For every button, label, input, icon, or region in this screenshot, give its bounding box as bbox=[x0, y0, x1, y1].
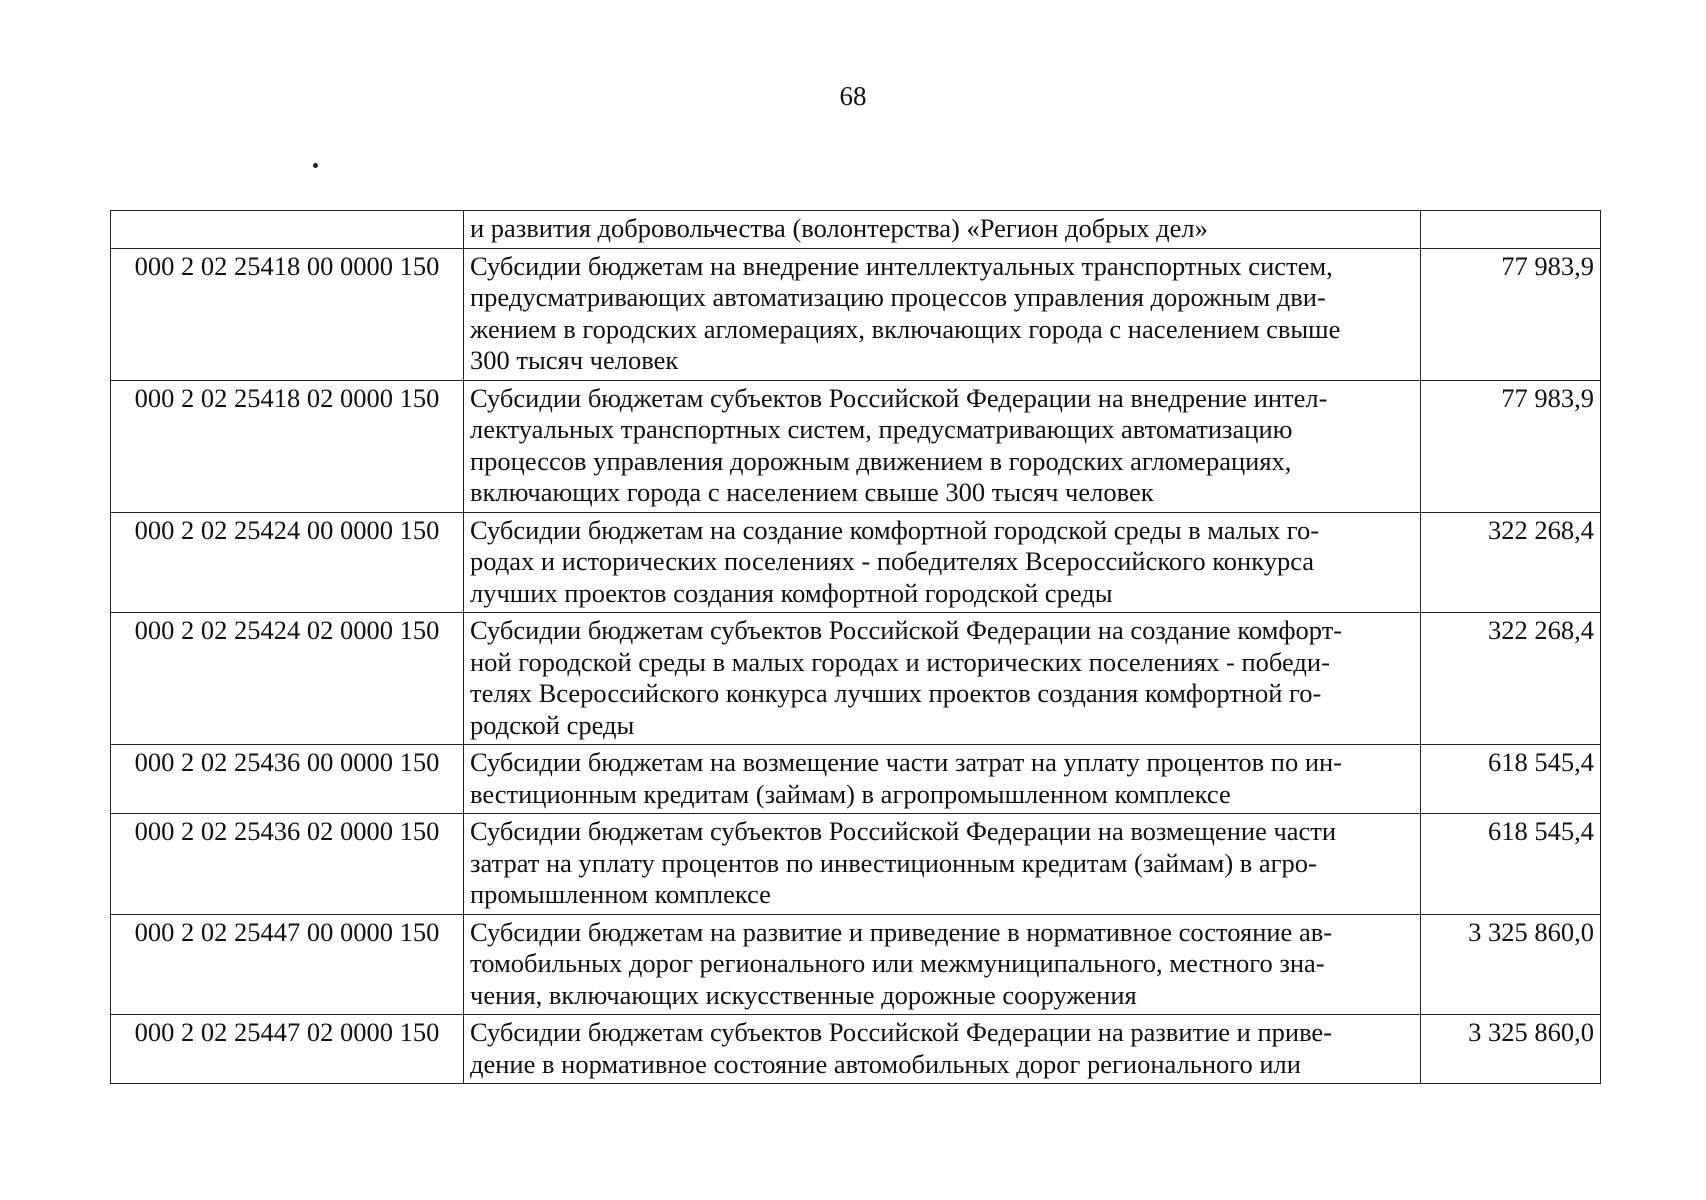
table-row bbox=[111, 211, 1601, 249]
description-line: Субсидии бюджетам на развитие и приведение в нормативное состояние ав- bbox=[470, 916, 1333, 947]
budget-code-cell: 000 2 02 25436 02 0000 150 bbox=[111, 814, 464, 915]
budget-code-cell: 000 2 02 25418 00 0000 150 bbox=[111, 248, 464, 380]
description-line: затрат на уплату процентов по инвестиционным кредитам (займам) в агро- bbox=[470, 847, 1317, 878]
description-line: промышленном комплексе bbox=[470, 879, 771, 909]
description-cell bbox=[464, 745, 1421, 814]
amount-cell: 618 545,4 bbox=[1421, 814, 1601, 915]
description-line: чения, включающих искусственные дорожные сооружения bbox=[470, 979, 1137, 1010]
table-row bbox=[111, 814, 1601, 915]
amount-cell: 77 983,9 bbox=[1421, 380, 1601, 512]
scan-speck bbox=[313, 163, 318, 168]
description-cell bbox=[464, 380, 1421, 512]
amount-cell: 322 268,4 bbox=[1421, 512, 1601, 613]
description-line: лектуальных транспортных систем, предусматривающих автоматизацию bbox=[470, 414, 1293, 444]
table-body bbox=[111, 211, 1601, 1084]
description-cell bbox=[464, 211, 1421, 249]
description-line: процессов управления дорожным движением в городских агломерациях, bbox=[470, 445, 1292, 476]
description-cell bbox=[464, 613, 1421, 745]
description-line: родах и исторических поселениях - победителях Всероссийского конкурса bbox=[470, 546, 1315, 576]
table-row bbox=[111, 512, 1601, 613]
page-number: 68 bbox=[839, 81, 867, 111]
description-line: предусматривающих автоматизацию процессов управления дорожным дви- bbox=[470, 282, 1326, 312]
description-line: Субсидии бюджетам субъектов Российской Федерации на развитие и приве- bbox=[470, 1017, 1333, 1047]
description-line: Субсидии бюджетам на возмещение части затрат на уплату процентов по ин- bbox=[470, 747, 1343, 777]
table-row bbox=[111, 1015, 1601, 1084]
description-line: включающих города с населением свыше 300 тысяч человек bbox=[470, 477, 1154, 507]
description-line: 300 тысяч человек bbox=[470, 345, 679, 375]
budget-code-cell bbox=[111, 211, 464, 249]
description-line: жением в городских агломерациях, включающих города с населением свыше bbox=[470, 313, 1341, 344]
description-line: Субсидии бюджетам на создание комфортной городской среды в малых го- bbox=[470, 514, 1320, 545]
budget-code-cell: 000 2 02 25447 00 0000 150 bbox=[111, 914, 464, 1015]
description-line: томобильных дорог регионального или межмуниципального, местного зна- bbox=[470, 948, 1325, 978]
description-line: ной городской среды в малых городах и исторических поселениях - победи- bbox=[470, 646, 1330, 677]
budget-code-cell: 000 2 02 25424 00 0000 150 bbox=[111, 512, 464, 613]
amount-cell: 3 325 860,0 bbox=[1421, 914, 1601, 1015]
description-line: дение в нормативное состояние автомобильных дорог регионального или bbox=[470, 1048, 1301, 1079]
description-cell bbox=[464, 914, 1421, 1015]
description-line: Субсидии бюджетам субъектов Российской Федерации на создание комфорт- bbox=[470, 615, 1343, 645]
description-line: Субсидии бюджетам на внедрение интеллектуальных транспортных систем, bbox=[470, 250, 1333, 281]
budget-code-cell: 000 2 02 25418 02 0000 150 bbox=[111, 380, 464, 512]
description-line: Субсидии бюджетам субъектов Российской Федерации на внедрение интел- bbox=[470, 382, 1328, 413]
table-row bbox=[111, 613, 1601, 745]
description-line: лучших проектов создания комфортной городской среды bbox=[470, 577, 1113, 608]
budget-code-cell: 000 2 02 25447 02 0000 150 bbox=[111, 1015, 464, 1084]
table-row bbox=[111, 745, 1601, 814]
description-line: телях Всероссийского конкурса лучших проектов создания комфортной го- bbox=[470, 678, 1322, 708]
description-cell bbox=[464, 814, 1421, 915]
amount-cell bbox=[1421, 211, 1601, 249]
description-cell bbox=[464, 512, 1421, 613]
amount-cell: 322 268,4 bbox=[1421, 613, 1601, 745]
amount-cell: 3 325 860,0 bbox=[1421, 1015, 1601, 1084]
budget-code-cell: 000 2 02 25436 00 0000 150 bbox=[111, 745, 464, 814]
amount-cell: 77 983,9 bbox=[1421, 248, 1601, 380]
budget-classification-table bbox=[110, 210, 1601, 1084]
table-row bbox=[111, 380, 1601, 512]
description-line: Субсидии бюджетам субъектов Российской Федерации на возмещение части bbox=[470, 816, 1337, 846]
description-cell bbox=[464, 1015, 1421, 1084]
budget-code-cell: 000 2 02 25424 02 0000 150 bbox=[111, 613, 464, 745]
description-line: вестиционным кредитам (займам) в агропромышленном комплексе bbox=[470, 778, 1231, 809]
description-line: родской среды bbox=[470, 709, 635, 740]
table-row bbox=[111, 248, 1601, 380]
description-cell bbox=[464, 248, 1421, 380]
amount-cell: 618 545,4 bbox=[1421, 745, 1601, 814]
table-row bbox=[111, 914, 1601, 1015]
description-line: и развития добровольчества (волонтерства) «Регион добрых дел» bbox=[470, 213, 1208, 243]
